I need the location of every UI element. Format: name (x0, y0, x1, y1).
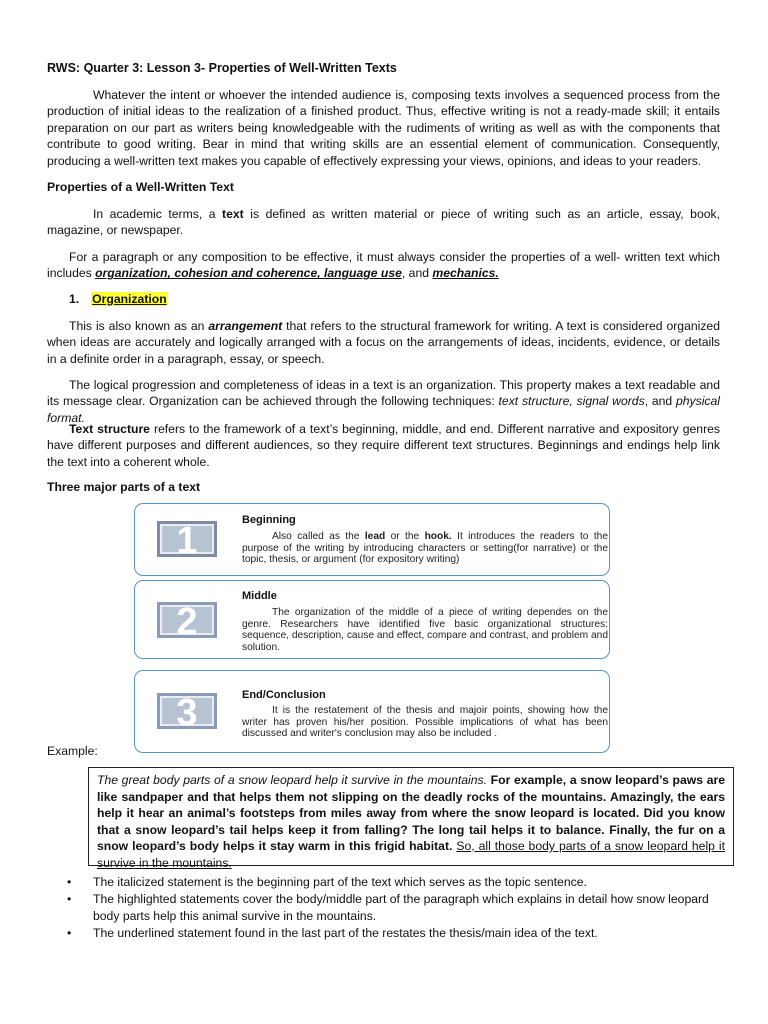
intro-paragraph: Whatever the intent or whoever the intended audience is, composing texts involves a sequenced process from the production of initial ideas to the realization of a finished product. Thus, effective writing is not a ready-made skill; it entails preparation on our part as writers being knowledgeable with the rudiments of writing as well as with the components that contribute to good writing. Bear in mind that writing skills are an essential element of communication. Consequently, producing a well-written text makes you capable of effectively expressing your views, opinions, and ideas to your readers. (47, 88, 720, 168)
organization-heading (69, 292, 168, 306)
arrangement-text-rest: that refers to the structural framework for writing. A text is considered organized when ideas are accurately and logically arranged with a focus on the arrangements of ideas, incidents, evidence, or details in a definite order in a paragraph, essay, or speech. (47, 319, 720, 366)
parts-heading: Three major parts of a text (47, 480, 201, 494)
text-structure-term: Text structure (69, 422, 150, 436)
example-box (88, 767, 734, 870)
properties-joiner: , and (401, 266, 433, 281)
bullet-icon: • (67, 875, 72, 889)
part-title: Beginning (242, 514, 296, 526)
academic-text-rest: is defined as written material or piece of writing such as an article, essay, book, magazine, or newspaper. (47, 207, 720, 238)
arrangement-text: This is also known as an (69, 319, 209, 333)
part-number-badge (157, 521, 217, 557)
progression-format: physical format. (47, 394, 721, 425)
progression-techniques: text structure, signal words (498, 394, 645, 409)
part-card-beginning (134, 503, 610, 576)
progression-joiner: , and (644, 394, 676, 409)
part-description: Also called as the lead or the hook. It introduces the readers to the purpose of the writing by introducing characters or setting(for narrative) or the topic, thesis, or argument (for expository writing) (242, 531, 608, 566)
explanation-list (67, 874, 727, 943)
part-number-badge (157, 602, 217, 638)
part-description: It is the restatement of the thesis and majoir points, showing how the writer has proven his/her position. Possible implications of what has been discussed and writer's conclusion may also be included . (242, 705, 608, 740)
bullet-icon: • (67, 926, 72, 941)
part-description: The organization of the middle of a piece of writing dependes on the genre. Researchers have identified five basic organizational structures: sequence, description, cause and effect, compare and contrast, and problem and solution. (242, 607, 608, 653)
number-2-icon: 2 (176, 602, 198, 638)
academic-paragraph (47, 206, 720, 239)
number-1-icon: 1 (176, 521, 198, 557)
arrangement-term: arrangement (208, 319, 283, 333)
part-number-badge (157, 693, 217, 729)
properties-mechanics: mechanics. (432, 266, 499, 281)
part-title: End/Conclusion (242, 689, 326, 701)
properties-list: organization, cohesion and coherence, language use (95, 266, 402, 281)
example-label: Example: (47, 744, 98, 758)
progression-text: The logical progression and completeness of ideas in a text is an organization. This property makes a text readable and its message clear. Organization can be achieved through the following techniques: (47, 378, 720, 409)
academic-text: In academic terms, a (93, 207, 223, 221)
list-item: • The underlined statement found in the last part of the restates the thesis/main idea of the text. (67, 926, 598, 941)
organization-label: Organization (92, 292, 167, 306)
structure-text: refers to the framework of a text’s beginning, middle, and end. Different narrative and expository genres have different purposes and different audiences, so they require different text structures. Beginnings and endings help link the text into a coherent whole. (47, 422, 720, 469)
structure-paragraph (47, 421, 720, 470)
arrangement-paragraph (47, 318, 720, 367)
part-title: Middle (242, 590, 277, 602)
properties-paragraph (47, 249, 720, 282)
three-parts-diagram (134, 503, 612, 754)
bullet-icon: • (67, 892, 72, 907)
number-3-icon: 3 (176, 693, 198, 729)
list-item: • The italicized statement is the beginning part of the text which serves as the topic sentence. (67, 875, 587, 889)
organization-number: 1. (69, 292, 80, 306)
document-title: RWS: Quarter 3: Lesson 3- Properties of Well-Written Texts (47, 61, 397, 75)
example-end: So, all those body parts of a snow leopard help it survive in the mountains. (97, 839, 725, 870)
properties-heading: Properties of a Well-Written Text (47, 180, 234, 194)
example-middle: For example, a snow leopard’s paws are like sandpaper and that helps them not slipping on the deadly rocks of the mountains. Amazingly, the ears help it hear an animal’s footsteps from miles away from where the snow leopard is located. Did you know that a snow leopard’s tail helps keep it from falling? The long tail helps it to balance. Finally, the fur on a snow leopard’s body helps it stay warm in this frigid habitat. (97, 773, 726, 853)
example-beginning: The great body parts of a snow leopard help it survive in the mountains. (97, 773, 487, 787)
list-item: • The highlighted statements cover the body/middle part of the paragraph which explains in detail how snow leopard body parts help this animal survive in the mountains. (67, 892, 709, 923)
properties-text: For a paragraph or any composition to be effective, it must always consider the properties of a well- written text which includes (47, 250, 720, 281)
text-term: text (222, 207, 244, 221)
progression-paragraph (47, 377, 720, 426)
part-card-end (134, 670, 610, 753)
part-card-middle (134, 580, 610, 659)
